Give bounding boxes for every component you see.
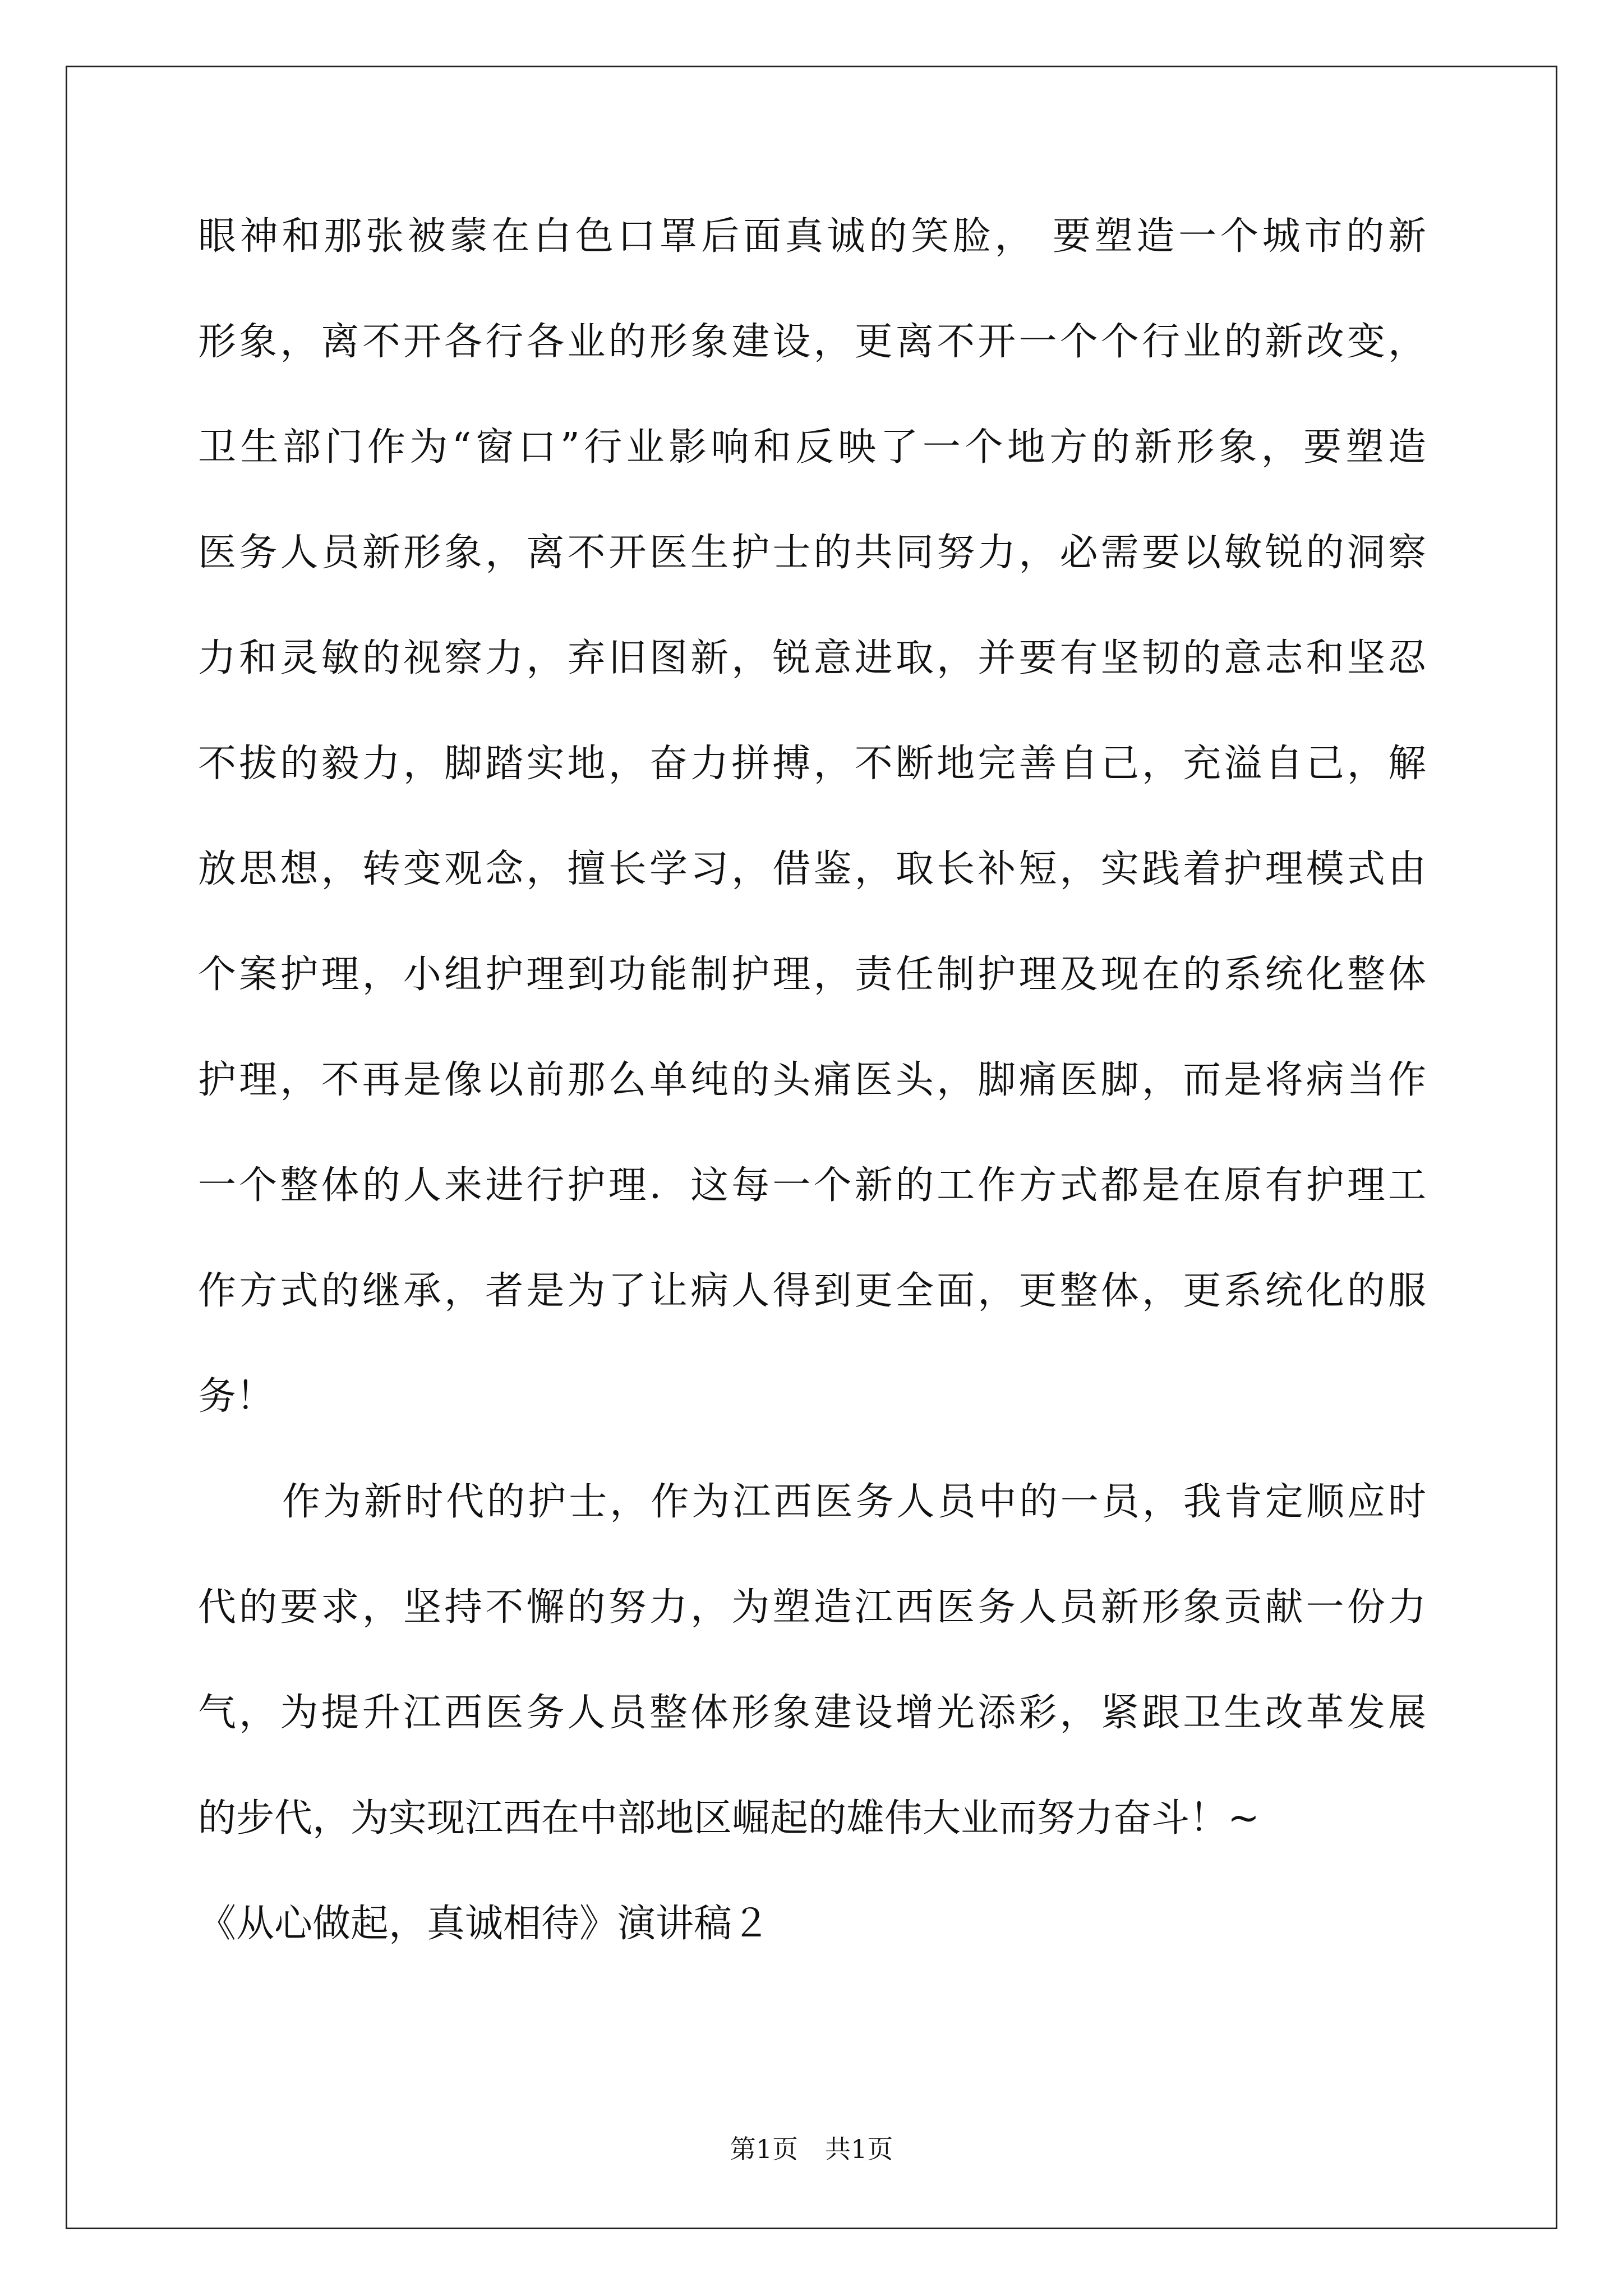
- text-line: 医务人员新形象，离不开医生护士的共同努力，必需要以敏锐的洞察: [198, 531, 1426, 575]
- text-line: 护理，不再是像以前那么单纯的头痛医头，脚痛医脚，而是将病当作: [198, 1058, 1426, 1102]
- text-line: 一个整体的人来进行护理．这每一个新的工作方式都是在原有护理工: [198, 1163, 1426, 1208]
- page-total: 共1页: [825, 2134, 893, 2164]
- text-line: 卫生部门作为“窗口”行业影响和反映了一个地方的新形象，要塑造: [198, 425, 1426, 470]
- text-line: 形象，离不开各行各业的形象建设，更离不开一个个行业的新改变，: [198, 320, 1426, 364]
- text-line: 个案护理，小组护理到功能制护理，责任制护理及现在的系统化整体: [198, 953, 1426, 997]
- text-line: 的步代，为实现江西在中部地区崛起的雄伟大业而努力奋斗！~: [198, 1796, 1260, 1841]
- text-line: 眼神和那张被蒙在白色口罩后面真诚的笑脸， 要塑造一个城市的新: [198, 214, 1426, 259]
- page-footer: [0, 2136, 1623, 2162]
- text-line: 代的要求，坚持不懈的努力，为塑造江西医务人员新形象贡献一份力: [198, 1585, 1426, 1630]
- text-line: 力和灵敏的视察力，弃旧图新，锐意进取，并要有坚韧的意志和坚忍: [198, 636, 1426, 680]
- text-line: 气，为提升江西医务人员整体形象建设增光添彩，紧跟卫生改革发展: [198, 1691, 1426, 1735]
- text-line: 不拔的毅力，脚踏实地，奋力拼搏，不断地完善自己，充溢自己，解: [198, 742, 1426, 786]
- document-body: [198, 214, 1426, 2010]
- text-line: 作为新时代的护士，作为江西医务人员中的一员，我肯定顺应时: [282, 1480, 1426, 1524]
- page-number: 第1页: [730, 2134, 798, 2164]
- text-line: 务！: [198, 1374, 275, 1419]
- section-heading: 《从心做起，真诚相待》演讲稿２: [198, 1902, 771, 1946]
- text-line: 放思想，转变观念，擅长学习，借鉴，取长补短，实践着护理模式由: [198, 847, 1426, 891]
- text-line: 作方式的继承，者是为了让病人得到更全面，更整体，更系统化的服: [198, 1269, 1426, 1313]
